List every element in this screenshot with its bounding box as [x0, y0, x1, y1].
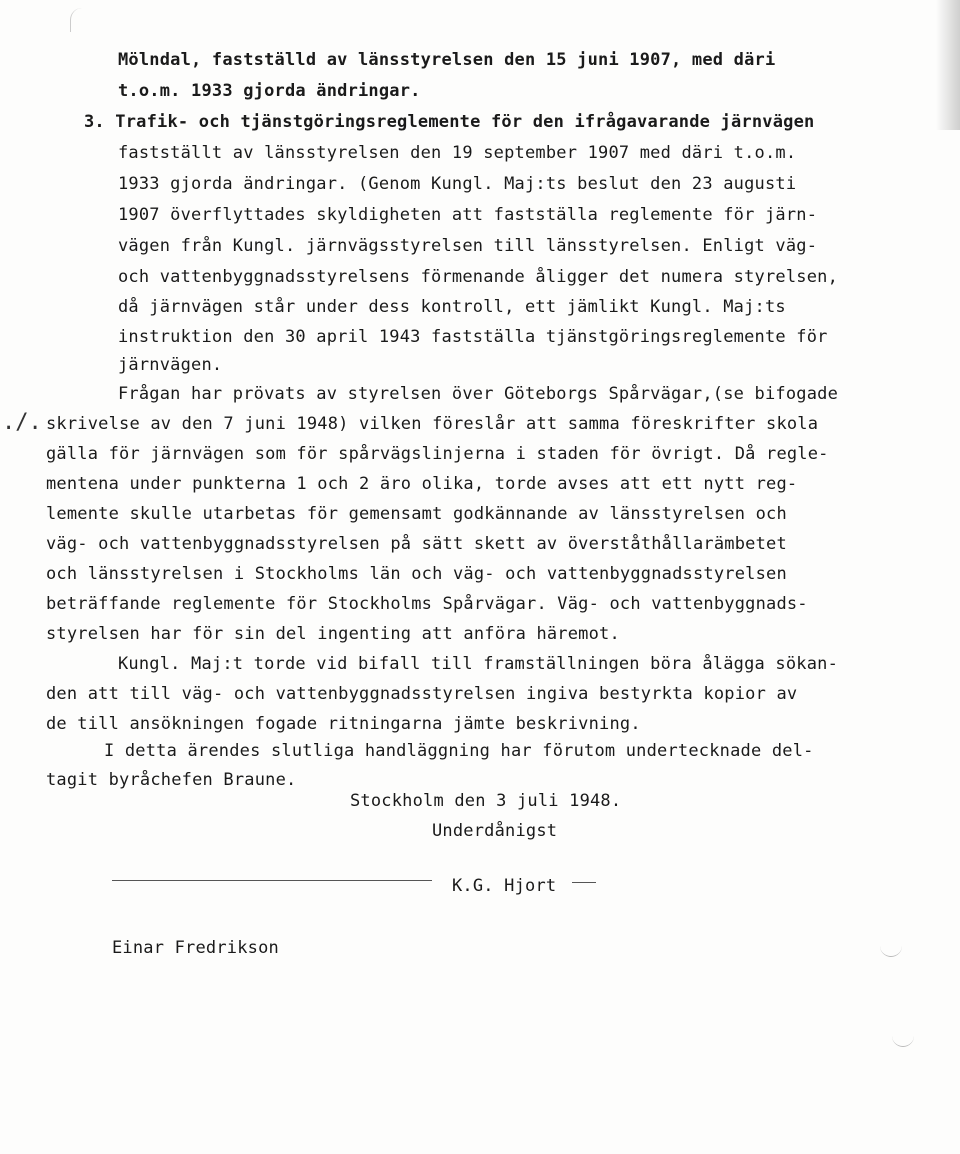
body-line-12: Frågan har prövats av styrelsen över Göteborgs Spårvägar,(se bifogade: [118, 384, 839, 404]
body-line-3: 3. Trafik- och tjänstgöringsreglemente för den ifrågavarande järnvägen: [84, 112, 815, 132]
body-line-18: och länsstyrelsen i Stockholms län och väg- och vattenbyggnadsstyrelsen: [46, 564, 787, 584]
body-line-22: den att till väg- och vattenbyggnadsstyrelsen ingiva bestyrkta kopior av: [46, 684, 798, 704]
signature-hjort: K.G. Hjort: [452, 876, 557, 896]
body-line-15: mentena under punkterna 1 och 2 äro olika, torde avses att ett nytt reg-: [46, 474, 798, 494]
body-line-8: och vattenbyggnadsstyrelsens förmenande åligger det numera styrelsen,: [118, 267, 839, 287]
body-line-14: gälla för järnvägen som för spårvägslinjerna i staden för övrigt. Då regle-: [46, 444, 829, 464]
signature-line: [112, 880, 432, 881]
closing-phrase: Underdånigst: [432, 821, 558, 841]
paper-mark: [70, 8, 85, 32]
signature-line-tail: [572, 882, 596, 883]
body-line-5: 1933 gjorda ändringar. (Genom Kungl. Maj:ts beslut den 23 augusti: [118, 174, 797, 194]
body-line-13: skrivelse av den 7 juni 1948) vilken föreslår att samma föreskrifter skola: [46, 414, 819, 434]
body-line-4: fastställt av länsstyrelsen den 19 september 1907 med däri t.o.m.: [118, 143, 797, 163]
margin-mark: ./.: [2, 410, 42, 435]
body-line-2: t.o.m. 1933 gjorda ändringar.: [118, 81, 421, 101]
body-line-23: de till ansökningen fogade ritningarna jämte beskrivning.: [46, 714, 641, 734]
body-line-6: 1907 överflyttades skyldigheten att fastställa reglemente för järn-: [118, 205, 818, 225]
signature-fredrikson: Einar Fredrikson: [112, 938, 279, 958]
bleed-through-mark: [880, 940, 902, 957]
body-line-11: järnvägen.: [118, 355, 223, 375]
page-edge-shadow: [936, 0, 960, 130]
body-line-10: instruktion den 30 april 1943 fastställa tjänstgöringsreglemente för: [118, 327, 828, 347]
body-line-20: styrelsen har för sin del ingenting att anföra häremot.: [46, 624, 620, 644]
bleed-through-mark: [892, 1030, 914, 1047]
body-line-25: tagit byråchefen Braune.: [46, 770, 297, 790]
body-line-1: Mölndal, fastställd av länsstyrelsen den 15 juni 1907, med däri: [118, 50, 776, 70]
place-date: Stockholm den 3 juli 1948.: [350, 791, 622, 811]
body-line-7: vägen från Kungl. järnvägsstyrelsen till länsstyrelsen. Enligt väg-: [118, 236, 818, 256]
body-line-19: beträffande reglemente för Stockholms Spårvägar. Väg- och vattenbyggnads-: [46, 594, 808, 614]
body-line-24: I detta ärendes slutliga handläggning har förutom undertecknade del-: [104, 741, 814, 761]
body-line-16: lemente skulle utarbetas för gemensamt godkännande av länsstyrelsen och: [46, 504, 787, 524]
body-line-17: väg- och vattenbyggnadsstyrelsen på sätt skett av överståthållarämbetet: [46, 534, 787, 554]
body-line-9: då järnvägen står under dess kontroll, ett jämlikt Kungl. Maj:ts: [118, 297, 786, 317]
body-line-21: Kungl. Maj:t torde vid bifall till framställningen böra ålägga sökan-: [118, 654, 839, 674]
